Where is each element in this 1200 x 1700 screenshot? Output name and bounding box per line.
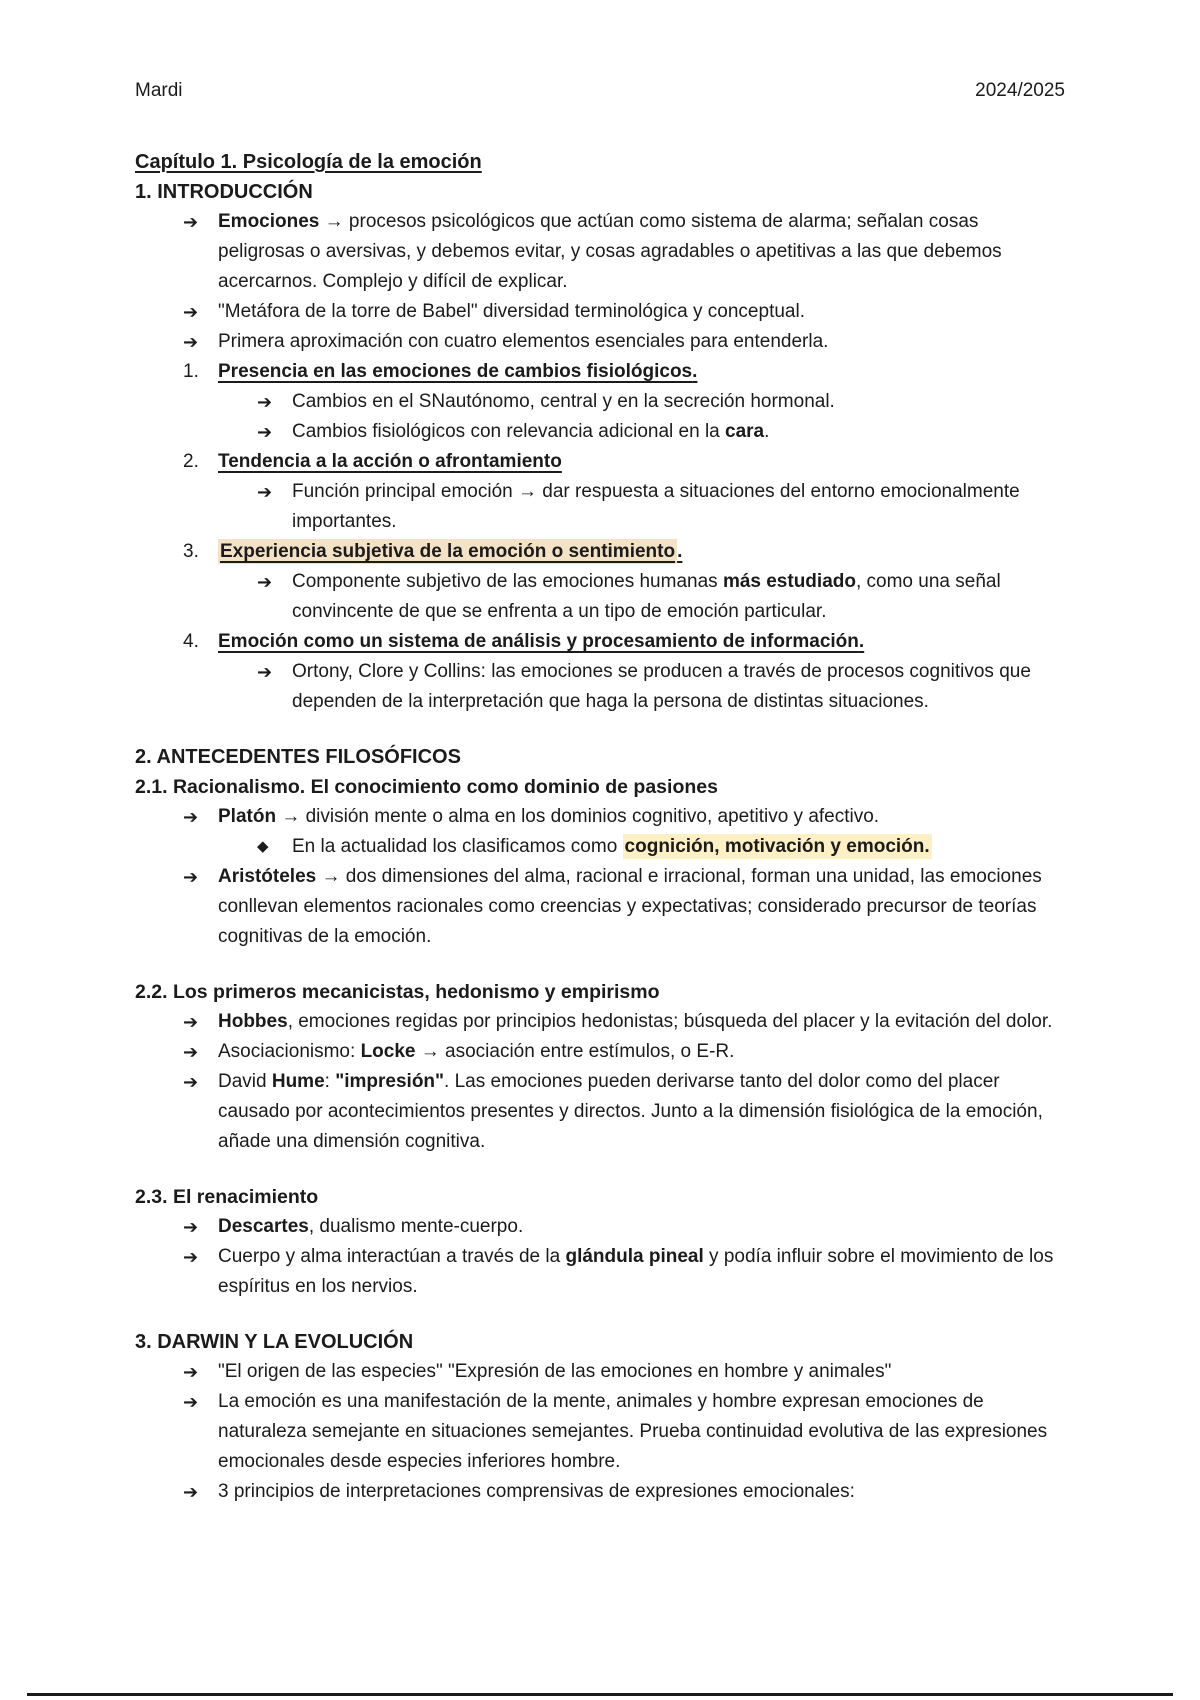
sub-bullet — [135, 417, 1065, 447]
sub-bullet-diamond — [135, 832, 1065, 862]
item-text: La emoción es una manifestación de la mente, animales y hombre expresan emociones de naturaleza semejante en situaciones semejantes. Prueba continuidad evolutiva de las expresiones emocionales desde especies inferiores hombre. — [218, 1391, 1048, 1472]
item-text: Componente subjetivo de las emociones humanas más estudiado, como una señal convincente de que se enfrenta a un tipo de emoción particular. — [292, 571, 1001, 622]
bullet-primera — [135, 327, 1065, 357]
sub-bullet — [135, 567, 1065, 627]
numbered-item-3 — [135, 537, 1065, 567]
section-heading-darwin: 3. DARWIN Y LA EVOLUCIÓN — [135, 1331, 414, 1353]
item-text: Tendencia a la acción o afrontamiento — [218, 451, 562, 472]
item-text: "El origen de las especies" "Expresión de las emociones en hombre y animales" — [218, 1361, 892, 1382]
item-text: Cambios en el SNautónomo, central y en la secreción hormonal. — [292, 391, 835, 412]
bullet-locke — [135, 1037, 1065, 1067]
item-text: Función principal emoción → dar respuesta a situaciones del entorno emocionalmente importantes. — [292, 481, 1020, 532]
section-heading-racionalismo: 2.1. Racionalismo. El conocimiento como dominio de pasiones — [135, 776, 718, 798]
bullet-manifestacion — [135, 1387, 1065, 1477]
arrow-bullet-icon: ➔ — [257, 572, 273, 592]
arrow-bullet-icon: ➔ — [183, 1217, 199, 1237]
arrow-bullet-icon: ➔ — [183, 212, 199, 232]
arrow-bullet-icon: ➔ — [183, 332, 199, 352]
arrow-bullet-icon: ➔ — [257, 662, 273, 682]
sub-bullet — [135, 657, 1065, 717]
item-text: Cambios fisiológicos con relevancia adicional en la cara. — [292, 421, 770, 442]
item-text: En la actualidad los clasificamos como cognición, motivación y emoción. — [292, 836, 930, 857]
item-text: Hobbes, emociones regidas por principios hedonistas; búsqueda del placer y la evitación del dolor. — [218, 1011, 1053, 1032]
bullet-hume — [135, 1067, 1065, 1157]
page-header — [135, 76, 1065, 106]
list-number: 1. — [183, 361, 199, 382]
arrow-bullet-icon: ➔ — [183, 1012, 199, 1032]
list-number: 4. — [183, 631, 199, 652]
item-text: Ortony, Clore y Collins: las emociones se producen a través de procesos cognitivos que dependen de la interpretación que haga la persona de distintas situaciones. — [292, 661, 1031, 712]
item-text: Descartes, dualismo mente-cuerpo. — [218, 1216, 524, 1237]
item-text: Emociones → procesos psicológicos que actúan como sistema de alarma; señalan cosas peligrosas o aversivas, y debemos evitar, y cosas agradables o apetitivas a las que debemos acercarnos. Complejo y difícil de explicar. — [218, 211, 1002, 292]
arrow-bullet-icon: ➔ — [183, 807, 199, 827]
arrow-bullet-icon: ➔ — [183, 1482, 199, 1502]
item-text: Asociacionismo: Locke → asociación entre estímulos, o E-R. — [218, 1041, 735, 1062]
arrow-bullet-icon: ➔ — [183, 1362, 199, 1382]
list-number: 3. — [183, 541, 199, 562]
arrow-bullet-icon: ➔ — [183, 1072, 199, 1092]
bullet-descartes — [135, 1212, 1065, 1242]
header-author: Mardi — [135, 80, 183, 101]
diamond-bullet-icon: ◆ — [257, 838, 269, 855]
bullet-cuerpo-alma — [135, 1242, 1065, 1302]
bullet-hobbes — [135, 1007, 1065, 1037]
numbered-item-2 — [135, 447, 1065, 477]
bullet-metafora — [135, 297, 1065, 327]
section-heading-antecedentes: 2. ANTECEDENTES FILOSÓFICOS — [135, 746, 461, 768]
arrow-bullet-icon: ➔ — [257, 392, 273, 412]
item-text: Aristóteles → dos dimensiones del alma, racional e irracional, forman una unidad, las emociones conllevan elementos racionales como creencias y expectativas; considerado precursor de teorías cognitivas de la emoción. — [218, 866, 1042, 947]
item-text: Emoción como un sistema de análisis y procesamiento de información. — [218, 631, 865, 652]
footer-rule — [27, 1693, 1173, 1696]
list-number: 2. — [183, 451, 199, 472]
bullet-obras — [135, 1357, 1065, 1387]
item-text: Presencia en las emociones de cambios fisiológicos. — [218, 361, 698, 382]
bullet-principios — [135, 1477, 1065, 1507]
section-heading-introduccion: 1. INTRODUCCIÓN — [135, 181, 313, 203]
item-text: Platón → división mente o alma en los dominios cognitivo, apetitivo y afectivo. — [218, 806, 880, 827]
item-text: 3 principios de interpretaciones comprensivas de expresiones emocionales: — [218, 1481, 855, 1502]
doc-title: Capítulo 1. Psicología de la emoción — [135, 151, 482, 173]
arrow-bullet-icon: ➔ — [183, 1042, 199, 1062]
header-year: 2024/2025 — [975, 80, 1065, 101]
numbered-item-4 — [135, 627, 1065, 657]
bullet-emociones — [135, 207, 1065, 297]
item-text: Primera aproximación con cuatro elementos esenciales para entenderla. — [218, 331, 829, 352]
arrow-bullet-icon: ➔ — [183, 867, 199, 887]
bullet-platon — [135, 802, 1065, 832]
section-heading-renacimiento: 2.3. El renacimiento — [135, 1186, 319, 1208]
sub-bullet — [135, 477, 1065, 537]
item-text: Cuerpo y alma interactúan a través de la glándula pineal y podía influir sobre el movimiento de los espíritus en los nervios. — [218, 1246, 1054, 1297]
arrow-bullet-icon: ➔ — [257, 482, 273, 502]
numbered-item-1 — [135, 357, 1065, 387]
item-text: "Metáfora de la torre de Babel" diversidad terminológica y conceptual. — [218, 301, 805, 322]
arrow-bullet-icon: ➔ — [257, 422, 273, 442]
arrow-bullet-icon: ➔ — [183, 1392, 199, 1412]
sub-bullet — [135, 387, 1065, 417]
item-text: Experiencia subjetiva de la emoción o sentimiento . — [220, 541, 683, 562]
section-heading-mecanicistas: 2.2. Los primeros mecanicistas, hedonismo y empirismo — [135, 981, 660, 1003]
item-text: David Hume: "impresión". Las emociones pueden derivarse tanto del dolor como del placer causado por acontecimientos presentes y directos. Junto a la dimensión fisiológica de la emoción, añade una dimensión cognitiva. — [218, 1071, 1043, 1152]
arrow-bullet-icon: ➔ — [183, 302, 199, 322]
bullet-aristoteles — [135, 862, 1065, 952]
arrow-bullet-icon: ➔ — [183, 1247, 199, 1267]
